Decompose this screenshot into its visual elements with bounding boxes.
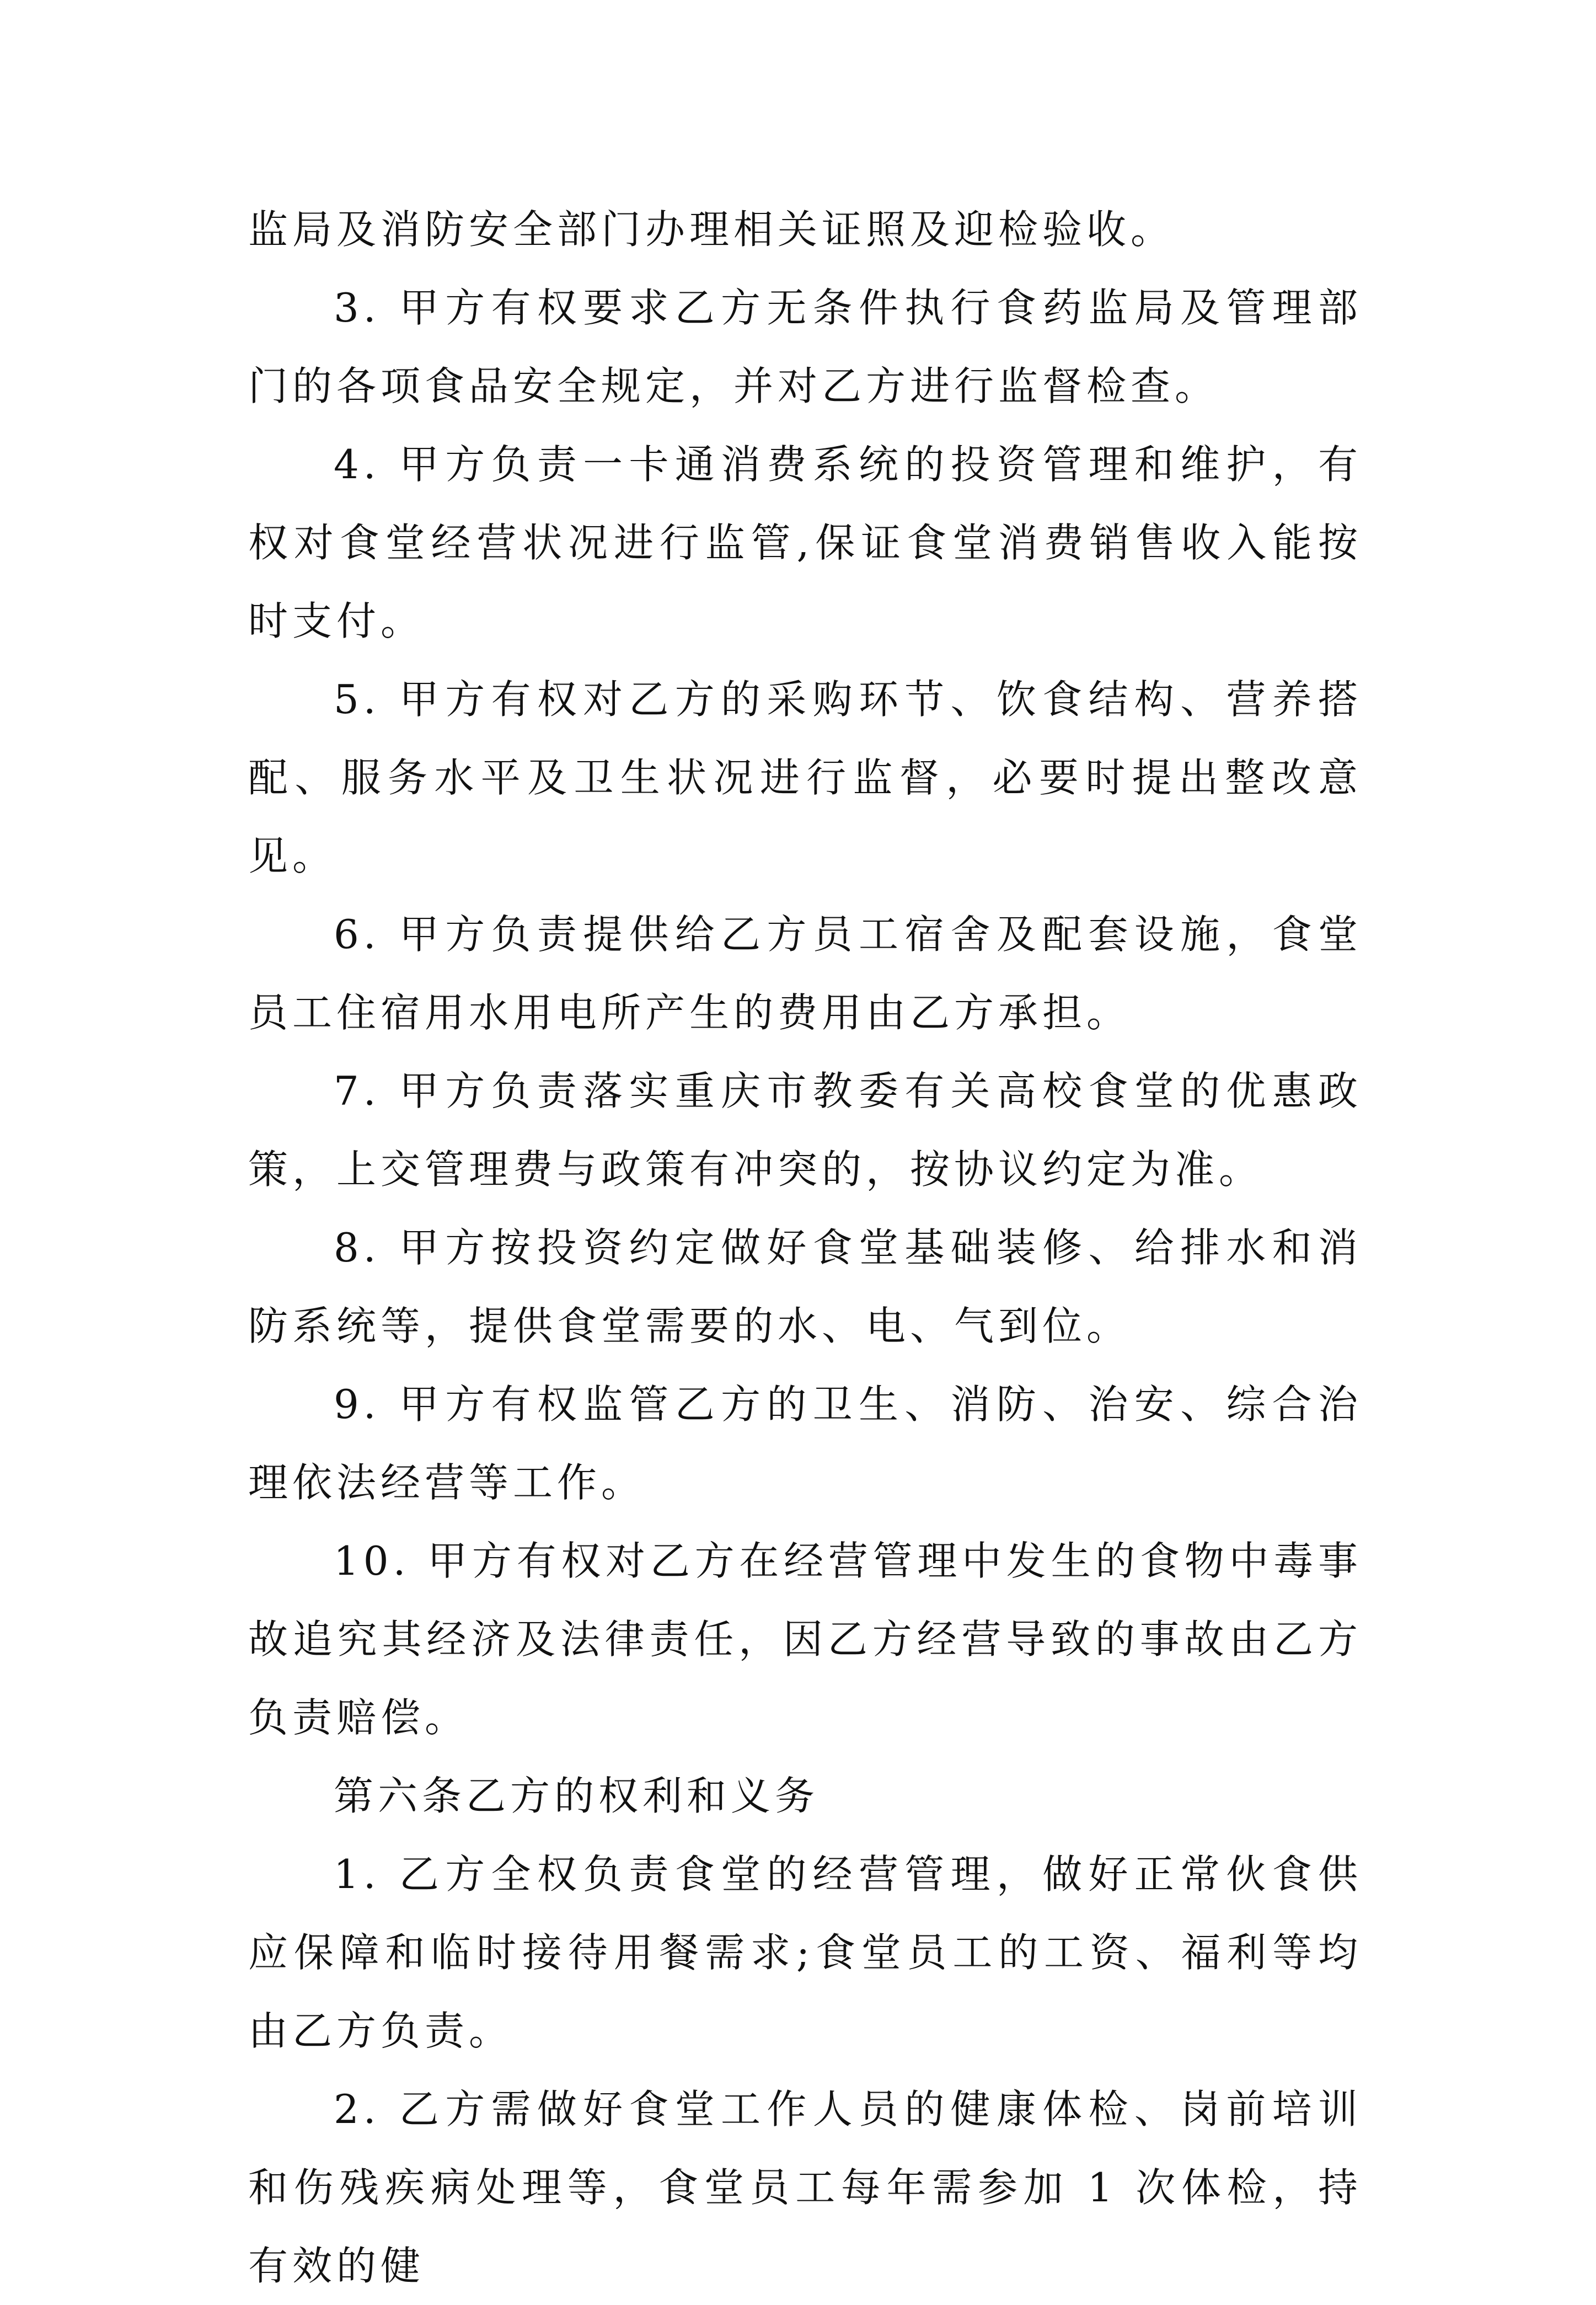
paragraph-clause-6: 6. 甲方负责提供给乙方员工宿舍及配套设施，食堂员工住宿用水用电所产生的费用由乙方承担。 [248, 911, 1362, 1036]
paragraph-clause-8: 8. 甲方按投资约定做好食堂基础装修、给排水和消防系统等，提供食堂需要的水、电、气到位。 [248, 1224, 1362, 1349]
document-body [248, 190, 1362, 2305]
section-heading-article-6: 第六条乙方的权利和义务 [334, 1773, 820, 1819]
paragraph-clause-10: 10. 甲方有权对乙方在经营管理中发生的食物中毒事故追究其经济及法律责任，因乙方经营导致的事故由乙方负责赔偿。 [248, 1538, 1362, 1741]
paragraph-clause-4: 4. 甲方负责一卡通消费系统的投资管理和维护，有权对食堂经营状况进行监管,保证食堂消费销售收入能按时支付。 [248, 441, 1362, 644]
paragraph-clause-5: 5. 甲方有权对乙方的采购环节、饮食结构、营养搭配、服务水平及卫生状况进行监督，必要时提出整改意见。 [248, 676, 1362, 879]
paragraph-clause-9: 9. 甲方有权监管乙方的卫生、消防、治安、综合治理依法经营等工作。 [248, 1381, 1362, 1506]
paragraph-continuation: 监局及消防安全部门办理相关证照及迎检验收。 [248, 206, 1175, 253]
paragraph-article-6-clause-1: 1. 乙方全权负责食堂的经营管理，做好正常伙食供应保障和临时接待用餐需求;食堂员工的工资、福利等均由乙方负责。 [248, 1851, 1362, 2054]
paragraph-clause-7: 7. 甲方负责落实重庆市教委有关高校食堂的优惠政策，上交管理费与政策有冲突的，按协议约定为准。 [248, 1068, 1362, 1192]
paragraph-clause-3: 3. 甲方有权要求乙方无条件执行食药监局及管理部门的各项食品安全规定，并对乙方进行监督检查。 [248, 285, 1362, 409]
paragraph-article-6-clause-2: 2. 乙方需做好食堂工作人员的健康体检、岗前培训和伤残疾病处理等，食堂员工每年需参加 1 次体检，持有效的健 [248, 2086, 1362, 2289]
